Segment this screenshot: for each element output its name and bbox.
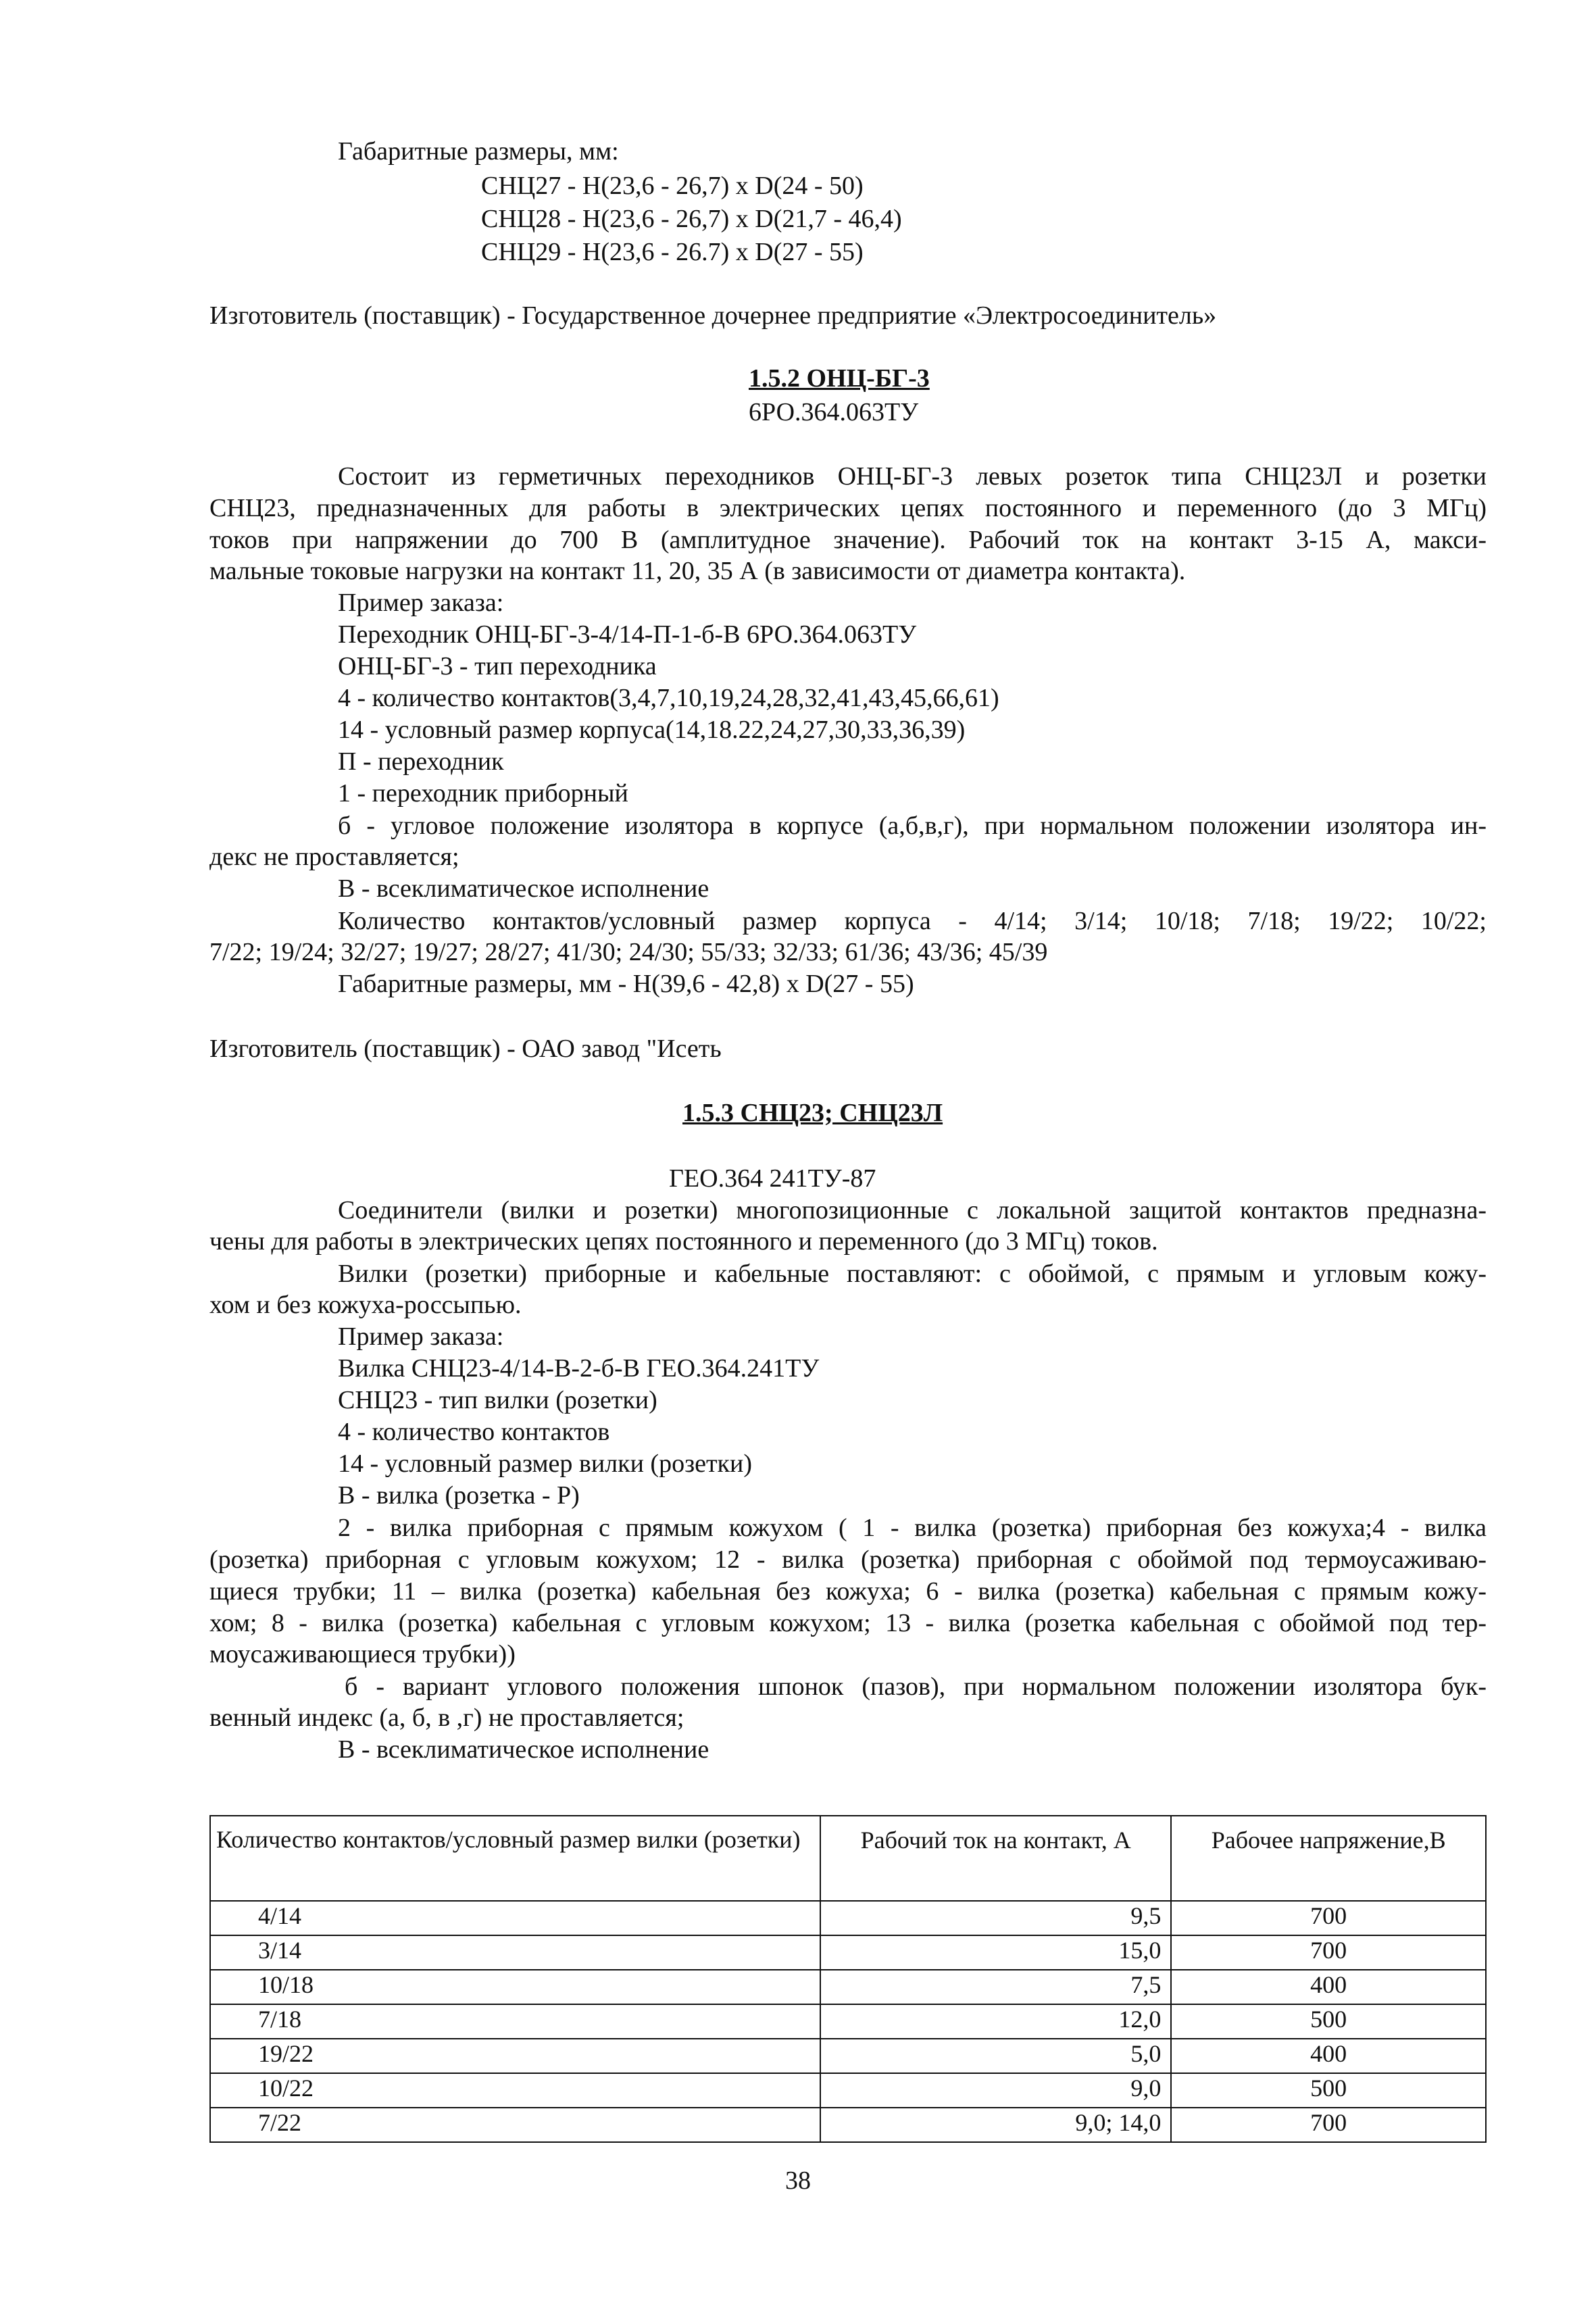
- table-row: [210, 1970, 1486, 2004]
- angle-line: б - вариант углового положения шпонок (пазов), при нормальном положении изолятора бук-: [345, 1672, 1487, 1701]
- angle-line: венный индекс (а, б, в ,г) не проставляется;: [209, 1704, 684, 1732]
- table-row: [210, 2039, 1486, 2073]
- example-line: В - вилка (розетка - Р): [338, 1481, 580, 1510]
- table-cell: 19/22: [210, 2039, 820, 2073]
- table-header-row: [210, 1816, 1486, 1901]
- section-code: 6РО.364.063ТУ: [749, 398, 919, 426]
- parameters-table: [209, 1815, 1487, 2143]
- paragraph-line: чены для работы в электрических цепях постоянного и переменного (до 3 МГц) токов.: [209, 1227, 1158, 1256]
- manufacturer-line: Изготовитель (поставщик) - ОАО завод "Исеть: [209, 1035, 722, 1063]
- table-cell: 4/14: [210, 1901, 820, 1935]
- table-cell: 7,5: [820, 1970, 1171, 2004]
- table-cell: 5,0: [820, 2039, 1171, 2073]
- table-row: [210, 2004, 1486, 2039]
- table-cell: 9,5: [820, 1901, 1171, 1935]
- dims-line: Габаритные размеры, мм - Н(39,6 - 42,8) х D(27 - 55): [338, 970, 914, 998]
- table-cell: 10/22: [210, 2073, 820, 2108]
- paragraph-line: хом и без кожуха-россыпью.: [209, 1291, 522, 1319]
- section-code: ГЕО.364 241ТУ-87: [669, 1164, 876, 1193]
- table-cell: 12,0: [820, 2004, 1171, 2039]
- gabarit-line: СНЦ28 - Н(23,6 - 26,7) х D(21,7 - 46,4): [481, 205, 902, 233]
- paragraph-line: токов при напряжении до 700 В (амплитудное значение). Рабочий ток на контакт 3-15 А, макси-: [209, 526, 1487, 554]
- example-line: П - переходник: [338, 747, 504, 776]
- qty-line: 7/22; 19/24; 32/27; 19/27; 28/27; 41/30; 24/30; 55/33; 32/33; 61/36; 43/36; 45/39: [209, 938, 1048, 966]
- variant-line: (розетка) приборная с угловым кожухом; 12 - вилка (розетка) приборная с обоймой под термоусаживаю-: [209, 1545, 1487, 1574]
- table-row: [210, 2073, 1486, 2108]
- table-cell: 7/22: [210, 2108, 820, 2142]
- climate-line: В - всеклиматическое исполнение: [338, 874, 709, 903]
- paragraph-line: мальные токовые нагрузки на контакт 11, 20, 35 А (в зависимости от диаметра контакта).: [209, 557, 1186, 585]
- table-cell: 500: [1171, 2004, 1486, 2039]
- table-cell: 500: [1171, 2073, 1486, 2108]
- gabarit-heading: Габаритные размеры, мм:: [338, 137, 619, 166]
- example-line: 4 - количество контактов(3,4,7,10,19,24,28,32,41,43,45,66,61): [338, 684, 999, 712]
- table-cell: 700: [1171, 1901, 1486, 1935]
- example-label: Пример заказа:: [338, 589, 504, 617]
- variant-line: моусаживающиеся трубки)): [209, 1640, 516, 1668]
- table-cell: 3/14: [210, 1935, 820, 1970]
- paragraph-line: СНЦ23, предназначенных для работы в электрических цепях постоянного и переменного (до 3 МГц): [209, 494, 1487, 522]
- section-title: 1.5.2 ОНЦ-БГ-3: [749, 364, 930, 393]
- table-cell: 700: [1171, 2108, 1486, 2142]
- example-line: 14 - условный размер вилки (розетки): [338, 1449, 753, 1478]
- table-cell: 15,0: [820, 1935, 1171, 1970]
- variant-line: щиеся трубки; 11 – вилка (розетка) кабельная без кожуха; 6 - вилка (розетка) кабельная с прямым кожу-: [209, 1577, 1487, 1606]
- paragraph-line: Состоит из герметичных переходников ОНЦ-БГ-3 левых розеток типа СНЦ23Л и розетки: [338, 462, 1487, 491]
- angle-line: б - угловое положение изолятора в корпусе (а,б,в,г), при нормальном положении изолятора ин-: [338, 812, 1487, 840]
- section-title: 1.5.3 СНЦ23; СНЦ23Л: [682, 1099, 943, 1127]
- page-number: 38: [785, 2166, 811, 2195]
- angle-line: декс не проставляется;: [209, 843, 459, 871]
- example-line: СНЦ23 - тип вилки (розетки): [338, 1386, 657, 1414]
- paragraph-line: Вилки (розетки) приборные и кабельные поставляют: с обоймой, с прямым и угловым кожу-: [338, 1260, 1487, 1288]
- example-line: 14 - условный размер корпуса(14,18.22,24,27,30,33,36,39): [338, 716, 966, 744]
- gabarit-line: СНЦ29 - Н(23,6 - 26.7) х D(27 - 55): [481, 238, 864, 266]
- table-cell: 9,0: [820, 2073, 1171, 2108]
- table-header: Рабочее напряжение,В: [1171, 1816, 1486, 1901]
- table-cell: 400: [1171, 1970, 1486, 2004]
- table-cell: 9,0; 14,0: [820, 2108, 1171, 2142]
- variant-line: хом; 8 - вилка (розетка) кабельная с угловым кожухом; 13 - вилка (розетка кабельная с обоймой под тер-: [209, 1609, 1487, 1637]
- table-cell: 10/18: [210, 1970, 820, 2004]
- example-line: 4 - количество контактов: [338, 1418, 610, 1446]
- gabarit-line: СНЦ27 - Н(23,6 - 26,7) х D(24 - 50): [481, 172, 864, 200]
- table-cell: 700: [1171, 1935, 1486, 1970]
- example-label: Пример заказа:: [338, 1322, 504, 1351]
- manufacturer-line: Изготовитель (поставщик) - Государственное дочернее предприятие «Электросоединитель»: [209, 301, 1217, 330]
- qty-line: Количество контактов/условный размер корпуса - 4/14; 3/14; 10/18; 7/18; 19/22; 10/22;: [338, 907, 1487, 935]
- paragraph-line: Соединители (вилки и розетки) многопозиционные с локальной защитой контактов предназна-: [338, 1196, 1487, 1224]
- example-line: Вилка СНЦ23-4/14-В-2-б-В ГЕО.364.241ТУ: [338, 1354, 820, 1383]
- table-row: [210, 1901, 1486, 1935]
- table-cell: 7/18: [210, 2004, 820, 2039]
- climate-line: В - всеклиматическое исполнение: [338, 1735, 709, 1764]
- table-row: [210, 2108, 1486, 2142]
- table-cell: 400: [1171, 2039, 1486, 2073]
- variant-line: 2 - вилка приборная с прямым кожухом ( 1 - вилка (розетка) приборная без кожуха;4 - вилка: [338, 1514, 1487, 1542]
- example-line: 1 - переходник приборный: [338, 779, 628, 808]
- table-row: [210, 1935, 1486, 1970]
- example-line: Переходник ОНЦ-БГ-3-4/14-П-1-б-В 6РО.364.063ТУ: [338, 620, 917, 649]
- example-line: ОНЦ-БГ-3 - тип переходника: [338, 652, 657, 680]
- table-header: Количество контактов/условный размер вилки (розетки): [210, 1816, 820, 1901]
- table-header: Рабочий ток на контакт, А: [820, 1816, 1171, 1901]
